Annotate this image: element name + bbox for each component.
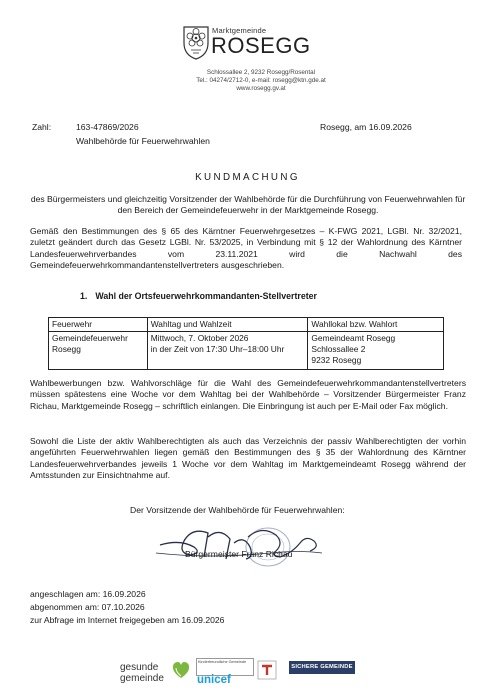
reference-number: 163-47869/2026 — [76, 122, 139, 132]
heart-icon — [170, 660, 192, 680]
online-date: zur Abfrage im Internet freigegeben am 16.09.2026 — [30, 615, 225, 625]
table-cell-wahltag — [147, 332, 308, 370]
authority-name: Wahlbehörde für Feuerwehrwahlen — [76, 136, 210, 146]
cell-line: Gemeindefeuerwehr — [52, 333, 128, 343]
logo-line: gemeinde — [120, 673, 164, 684]
cell-line: in der Zeit von 17:30 Uhr–18:00 Uhr — [150, 344, 285, 354]
signer-name: Bürgermeister Franz Richau — [185, 549, 293, 559]
election-table — [48, 317, 444, 370]
address-block — [176, 69, 346, 93]
logo-line: gesunde — [120, 662, 159, 673]
voter-list-paragraph: Sowohl die Liste der aktiv Wahlberechtigten als auch das Verzeichnis der passiv Wahlberechtigten der vorhin angeführten Feuerwehrwahlen liegen gemäß den Bestimmungen des § 35 der Wahlordnung des Kärntner Landesfeuerwehrverbandes jeweils 1 Woche vor dem Wahltag im Marktgemeindeamt Rosegg während der Amtsstunden zur Einsichtnahme auf. — [30, 436, 466, 480]
posted-date: angeschlagen am: 16.09.2026 — [30, 589, 146, 599]
sichere-gemeinde-badge: SICHERE GEMEINDE — [289, 661, 355, 674]
table-row — [49, 332, 444, 370]
certification-logo-icon — [257, 660, 277, 680]
letterhead — [0, 18, 495, 108]
column-header: Feuerwehr — [49, 318, 148, 332]
contact-line: Tel.: 04274/2712-0, e-mail: rosegg@ktn.gde.at — [196, 77, 326, 84]
signature-and-stamp — [150, 517, 330, 572]
section-title: Wahl der Ortsfeuerwehrkommandanten-Stellvertreter — [95, 291, 317, 301]
column-header: Wahltag und Wahlzeit — [147, 318, 308, 332]
column-header: Wahllokal bzw. Wahlort — [308, 318, 444, 332]
document-title: KUNDMACHUNG — [195, 172, 300, 183]
place-date: Rosegg, am 16.09.2026 — [320, 122, 412, 132]
kinderfreundliche-gemeinde-badge: Kinderfreundliche Gemeinde — [196, 658, 254, 676]
nomination-paragraph: Wahlbewerbungen bzw. Wahlvorschläge für die Wahl des Gemeindefeuerwehrkommandantenstellvertreters müssen spätestens eine Woche vor dem Wahltag bei der Wahlbehörde – Vorsitzender Bürgermeister Franz Richau, Marktgemeinde Rosegg – schriftlich einlangen. Die Einbringung ist auch per E-Mail oder Fax möglich. — [30, 378, 466, 411]
posting-dates — [30, 588, 224, 627]
removed-date: abgenommen am: 07.10.2026 — [30, 602, 145, 612]
reference-label: Zahl: — [32, 122, 52, 132]
address-line: Schlossallee 2, 9232 Rosegg/Rosental — [206, 69, 316, 76]
table-cell-wahllokal — [308, 332, 444, 370]
intro-paragraph: des Bürgermeisters und gleichzeitig Vorsitzender der Wahlbehörde für die Durchführung von Feuerwehrwahlen für den Bereich der Gemeindefeuerwehr in der Marktgemeinde Rosegg. — [30, 194, 466, 216]
section-heading — [80, 291, 325, 301]
cell-line: Gemeindeamt Rosegg — [311, 333, 396, 343]
municipality-name: ROSEGG — [211, 33, 311, 58]
cell-line: Schlossallee 2 — [311, 344, 366, 354]
footer-logos — [0, 656, 495, 692]
municipal-crest-icon — [181, 23, 211, 61]
table-header-row — [49, 318, 444, 332]
table-cell-feuerwehr — [49, 332, 148, 370]
chair-line: Der Vorsitzende der Wahlbehörde für Feuerwehrwahlen: — [130, 505, 345, 515]
gesunde-gemeinde-logo — [120, 662, 164, 684]
section-number: 1. — [80, 291, 88, 301]
cell-line: Rosegg — [52, 344, 81, 354]
municipality-type: Marktgemeinde — [212, 26, 267, 35]
legal-basis-paragraph: Gemäß den Bestimmungen des § 65 des Kärntner Feuerwehrgesetzes – K-FWG 2021, LGBl. Nr. 32/2021, zuletzt geändert durch das Gesetz LGBl. Nr. 53/2025, in Verbindung mit § 12 der Wahlordnung des Kärntner Landesfeuerwehrverbandes vom 23.11.2021 wird die Nachwahl des Gemeindefeuerwehrkommandantenstellvertreters ausgeschrieben. — [30, 226, 462, 270]
cell-line: Mittwoch, 7. Oktober 2026 — [150, 333, 249, 343]
website-line: www.rosegg.gv.at — [236, 85, 286, 92]
cell-line: 9232 Rosegg — [311, 355, 362, 365]
unicef-logo: unicef — [197, 674, 231, 686]
